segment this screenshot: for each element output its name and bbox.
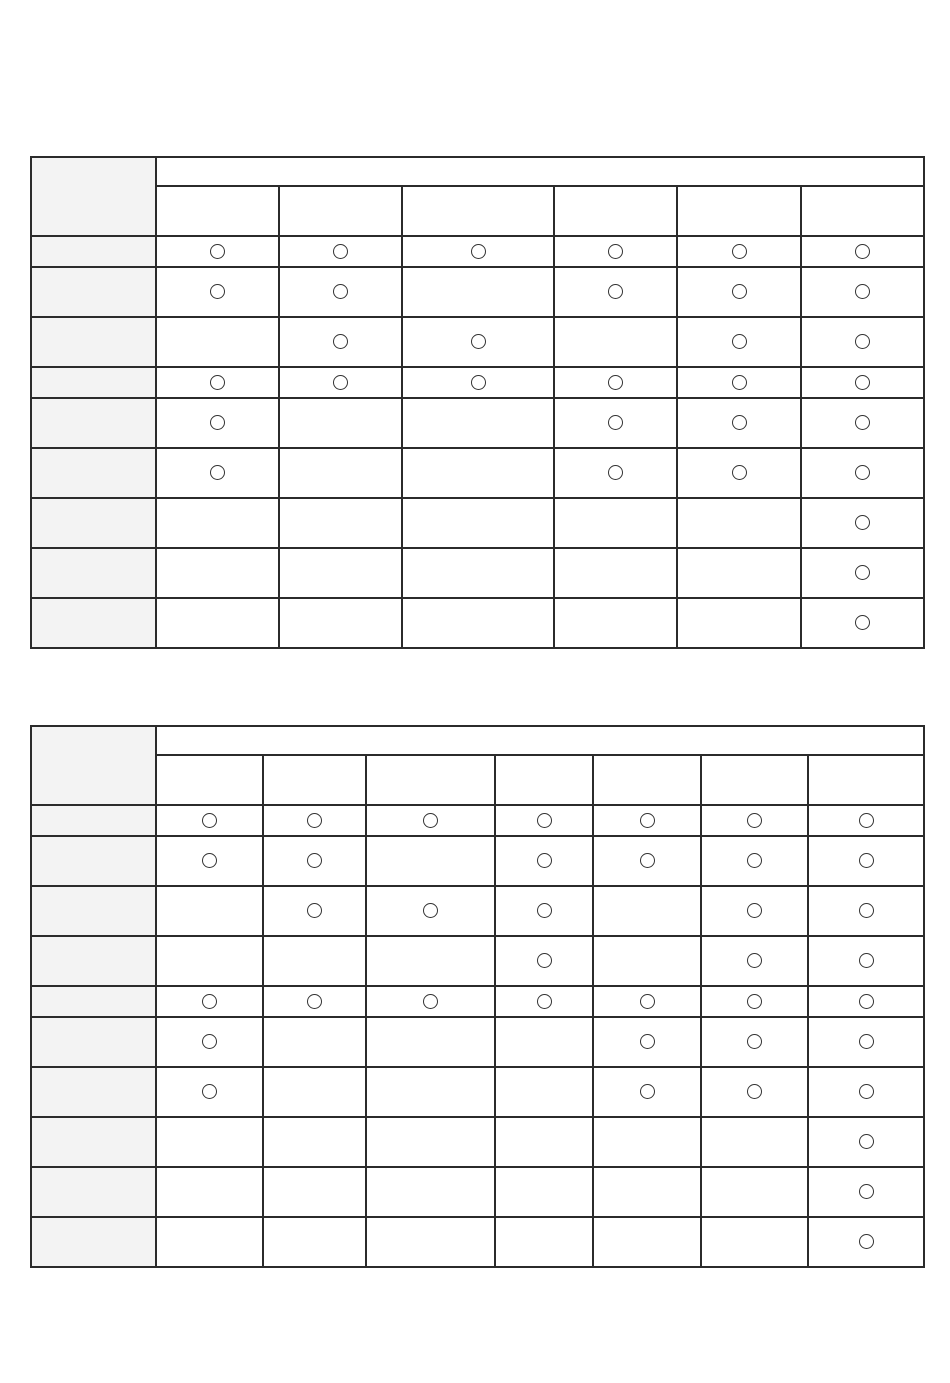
table-row	[31, 398, 924, 448]
circle-mark-icon	[333, 334, 348, 349]
row-header	[31, 236, 156, 267]
table-cell	[677, 317, 801, 367]
table-row	[31, 1067, 924, 1117]
column-header	[495, 755, 593, 805]
circle-mark-icon	[210, 465, 225, 480]
table-cell	[156, 986, 263, 1017]
table-cell	[808, 1067, 924, 1117]
circle-mark-icon	[423, 813, 438, 828]
row-header	[31, 1167, 156, 1217]
table-cell	[701, 836, 808, 886]
circle-mark-icon	[537, 953, 552, 968]
table-cell	[593, 886, 701, 936]
table-cell	[263, 886, 366, 936]
table-row	[31, 986, 924, 1017]
table-cell	[677, 398, 801, 448]
circle-mark-icon	[859, 953, 874, 968]
table-cell	[701, 986, 808, 1017]
table-cell	[263, 1067, 366, 1117]
table-cell	[263, 1117, 366, 1167]
table-cell	[366, 936, 495, 986]
circle-mark-icon	[608, 375, 623, 390]
column-header	[801, 186, 924, 236]
circle-mark-icon	[855, 244, 870, 259]
row-header	[31, 1017, 156, 1067]
table-cell	[263, 936, 366, 986]
circle-mark-icon	[423, 903, 438, 918]
table-row	[31, 1167, 924, 1217]
table-cell	[801, 498, 924, 548]
table-cell	[156, 398, 279, 448]
circle-mark-icon	[210, 284, 225, 299]
table-cell	[366, 1167, 495, 1217]
table-cell	[495, 805, 593, 836]
table-cell	[156, 1217, 263, 1267]
circle-mark-icon	[855, 565, 870, 580]
table-row	[31, 805, 924, 836]
table-cell	[677, 498, 801, 548]
circle-mark-icon	[423, 994, 438, 1009]
table-cell	[554, 236, 677, 267]
table-cell	[593, 1017, 701, 1067]
table-cell	[495, 886, 593, 936]
column-header	[402, 186, 554, 236]
table-cell	[593, 1117, 701, 1167]
table-cell	[156, 548, 279, 598]
column-header	[366, 755, 495, 805]
circle-mark-icon	[210, 375, 225, 390]
row-header	[31, 448, 156, 498]
table-cell	[801, 448, 924, 498]
table-cell	[677, 267, 801, 317]
table-cell	[156, 836, 263, 886]
table-cell	[495, 836, 593, 886]
circle-mark-icon	[608, 244, 623, 259]
column-header-row	[31, 755, 924, 805]
column-header-row	[31, 186, 924, 236]
row-header	[31, 986, 156, 1017]
group-header-cell	[156, 726, 924, 755]
circle-mark-icon	[859, 1084, 874, 1099]
circle-mark-icon	[471, 334, 486, 349]
table-row	[31, 448, 924, 498]
table-cell	[554, 317, 677, 367]
row-header	[31, 1117, 156, 1167]
table-cell	[801, 267, 924, 317]
table-cell	[593, 986, 701, 1017]
table-cell	[366, 1217, 495, 1267]
table-cell	[808, 805, 924, 836]
table-cell	[402, 317, 554, 367]
table-cell	[402, 548, 554, 598]
table-cell	[554, 367, 677, 398]
circle-mark-icon	[855, 334, 870, 349]
table-cell	[156, 1167, 263, 1217]
table-cell	[263, 805, 366, 836]
table-cell	[701, 886, 808, 936]
circle-mark-icon	[859, 1134, 874, 1149]
table-cell	[495, 936, 593, 986]
circle-mark-icon	[202, 813, 217, 828]
table-cell	[495, 1067, 593, 1117]
row-header	[31, 598, 156, 648]
table-cell	[701, 1217, 808, 1267]
table-cell	[701, 805, 808, 836]
table-row	[31, 1117, 924, 1167]
table-cell	[554, 448, 677, 498]
circle-mark-icon	[307, 903, 322, 918]
column-header	[279, 186, 402, 236]
circle-mark-icon	[202, 853, 217, 868]
table-cell	[808, 886, 924, 936]
table-row	[31, 236, 924, 267]
table-row	[31, 1217, 924, 1267]
circle-mark-icon	[471, 375, 486, 390]
circle-mark-icon	[747, 853, 762, 868]
circle-mark-icon	[855, 375, 870, 390]
table-cell	[279, 498, 402, 548]
corner-cell	[31, 157, 156, 236]
table-cell	[263, 986, 366, 1017]
table-cell	[677, 598, 801, 648]
table-cell	[156, 267, 279, 317]
table-cell	[808, 936, 924, 986]
group-header-row	[31, 157, 924, 186]
table-cell	[701, 936, 808, 986]
comparison-table-1	[30, 156, 925, 649]
circle-mark-icon	[747, 1034, 762, 1049]
column-header	[808, 755, 924, 805]
table-cell	[593, 1167, 701, 1217]
row-header	[31, 398, 156, 448]
row-header	[31, 1067, 156, 1117]
circle-mark-icon	[855, 284, 870, 299]
circle-mark-icon	[640, 1084, 655, 1099]
table-cell	[554, 398, 677, 448]
circle-mark-icon	[859, 1234, 874, 1249]
table-cell	[593, 1067, 701, 1117]
table-cell	[279, 598, 402, 648]
table-cell	[402, 498, 554, 548]
circle-mark-icon	[537, 903, 552, 918]
column-header	[156, 755, 263, 805]
table-cell	[279, 398, 402, 448]
table-cell	[495, 1217, 593, 1267]
circle-mark-icon	[333, 375, 348, 390]
row-header	[31, 836, 156, 886]
circle-mark-icon	[732, 465, 747, 480]
table-cell	[808, 1217, 924, 1267]
circle-mark-icon	[859, 903, 874, 918]
table-cell	[156, 367, 279, 398]
table-cell	[593, 1217, 701, 1267]
row-header	[31, 936, 156, 986]
row-header	[31, 548, 156, 598]
circle-mark-icon	[855, 415, 870, 430]
row-header	[31, 805, 156, 836]
table-row	[31, 498, 924, 548]
table-cell	[156, 1017, 263, 1067]
table-cell	[402, 448, 554, 498]
table-cell	[808, 1167, 924, 1217]
circle-mark-icon	[202, 1034, 217, 1049]
circle-mark-icon	[202, 994, 217, 1009]
row-header	[31, 317, 156, 367]
circle-mark-icon	[732, 415, 747, 430]
table-cell	[808, 1117, 924, 1167]
column-header	[263, 755, 366, 805]
column-header	[593, 755, 701, 805]
table-cell	[554, 267, 677, 317]
table-cell	[402, 367, 554, 398]
circle-mark-icon	[732, 244, 747, 259]
table-cell	[156, 448, 279, 498]
table-cell	[701, 1117, 808, 1167]
table-row	[31, 836, 924, 886]
table-cell	[495, 986, 593, 1017]
table-cell	[366, 1017, 495, 1067]
table-cell	[366, 805, 495, 836]
circle-mark-icon	[608, 284, 623, 299]
table-cell	[366, 836, 495, 886]
table-cell	[263, 1217, 366, 1267]
circle-mark-icon	[747, 953, 762, 968]
table-cell	[263, 1017, 366, 1067]
table-cell	[279, 448, 402, 498]
table-cell	[156, 598, 279, 648]
table-row	[31, 267, 924, 317]
circle-mark-icon	[747, 994, 762, 1009]
table-cell	[402, 236, 554, 267]
table-cell	[402, 398, 554, 448]
circle-mark-icon	[640, 853, 655, 868]
table-row	[31, 598, 924, 648]
circle-mark-icon	[202, 1084, 217, 1099]
table-cell	[366, 986, 495, 1017]
circle-mark-icon	[859, 994, 874, 1009]
table-2-body	[31, 726, 924, 1267]
circle-mark-icon	[210, 415, 225, 430]
circle-mark-icon	[537, 813, 552, 828]
circle-mark-icon	[537, 853, 552, 868]
table-cell	[156, 1067, 263, 1117]
table-cell	[366, 1067, 495, 1117]
table-cell	[279, 317, 402, 367]
circle-mark-icon	[859, 853, 874, 868]
column-header	[701, 755, 808, 805]
circle-mark-icon	[608, 465, 623, 480]
table-row	[31, 886, 924, 936]
table-cell	[156, 1117, 263, 1167]
table-cell	[801, 317, 924, 367]
circle-mark-icon	[307, 853, 322, 868]
circle-mark-icon	[855, 465, 870, 480]
circle-mark-icon	[859, 1034, 874, 1049]
table-cell	[156, 936, 263, 986]
circle-mark-icon	[747, 1084, 762, 1099]
circle-mark-icon	[640, 1034, 655, 1049]
circle-mark-icon	[210, 244, 225, 259]
table-cell	[156, 805, 263, 836]
circle-mark-icon	[333, 284, 348, 299]
corner-cell	[31, 726, 156, 805]
table-cell	[801, 398, 924, 448]
circle-mark-icon	[608, 415, 623, 430]
group-header-cell	[156, 157, 924, 186]
circle-mark-icon	[640, 994, 655, 1009]
table-cell	[156, 317, 279, 367]
table-cell	[593, 805, 701, 836]
table-cell	[366, 1117, 495, 1167]
circle-mark-icon	[333, 244, 348, 259]
table-cell	[495, 1017, 593, 1067]
group-header-row	[31, 726, 924, 755]
comparison-table-2	[30, 725, 925, 1268]
table-cell	[279, 267, 402, 317]
table-row	[31, 1017, 924, 1067]
table-row	[31, 548, 924, 598]
column-header	[156, 186, 279, 236]
table-cell	[801, 236, 924, 267]
table-cell	[701, 1017, 808, 1067]
table-cell	[808, 836, 924, 886]
table-cell	[593, 936, 701, 986]
table-cell	[808, 986, 924, 1017]
column-header	[677, 186, 801, 236]
row-header	[31, 1217, 156, 1267]
table-cell	[677, 236, 801, 267]
row-header	[31, 886, 156, 936]
table-cell	[263, 1167, 366, 1217]
table-cell	[495, 1167, 593, 1217]
circle-mark-icon	[747, 813, 762, 828]
table-1-body	[31, 157, 924, 648]
table-cell	[495, 1117, 593, 1167]
table-cell	[701, 1167, 808, 1217]
table-row	[31, 317, 924, 367]
table-cell	[554, 548, 677, 598]
table-cell	[677, 448, 801, 498]
table-cell	[263, 836, 366, 886]
circle-mark-icon	[307, 813, 322, 828]
row-header	[31, 367, 156, 398]
table-cell	[156, 498, 279, 548]
table-cell	[801, 598, 924, 648]
table-cell	[366, 886, 495, 936]
table-cell	[701, 1067, 808, 1117]
table-cell	[402, 598, 554, 648]
circle-mark-icon	[732, 284, 747, 299]
circle-mark-icon	[471, 244, 486, 259]
circle-mark-icon	[537, 994, 552, 1009]
circle-mark-icon	[859, 813, 874, 828]
table-cell	[554, 598, 677, 648]
table-cell	[593, 836, 701, 886]
table-cell	[801, 548, 924, 598]
row-header	[31, 267, 156, 317]
circle-mark-icon	[859, 1184, 874, 1199]
table-row	[31, 936, 924, 986]
table-cell	[554, 498, 677, 548]
circle-mark-icon	[732, 375, 747, 390]
circle-mark-icon	[855, 515, 870, 530]
table-cell	[402, 267, 554, 317]
table-cell	[677, 367, 801, 398]
table-row	[31, 367, 924, 398]
circle-mark-icon	[855, 615, 870, 630]
row-header	[31, 498, 156, 548]
table-cell	[279, 367, 402, 398]
table-cell	[156, 886, 263, 936]
table-cell	[156, 236, 279, 267]
column-header	[554, 186, 677, 236]
circle-mark-icon	[732, 334, 747, 349]
table-cell	[677, 548, 801, 598]
table-cell	[279, 548, 402, 598]
table-cell	[808, 1017, 924, 1067]
table-cell	[279, 236, 402, 267]
circle-mark-icon	[640, 813, 655, 828]
table-cell	[801, 367, 924, 398]
circle-mark-icon	[747, 903, 762, 918]
circle-mark-icon	[307, 994, 322, 1009]
